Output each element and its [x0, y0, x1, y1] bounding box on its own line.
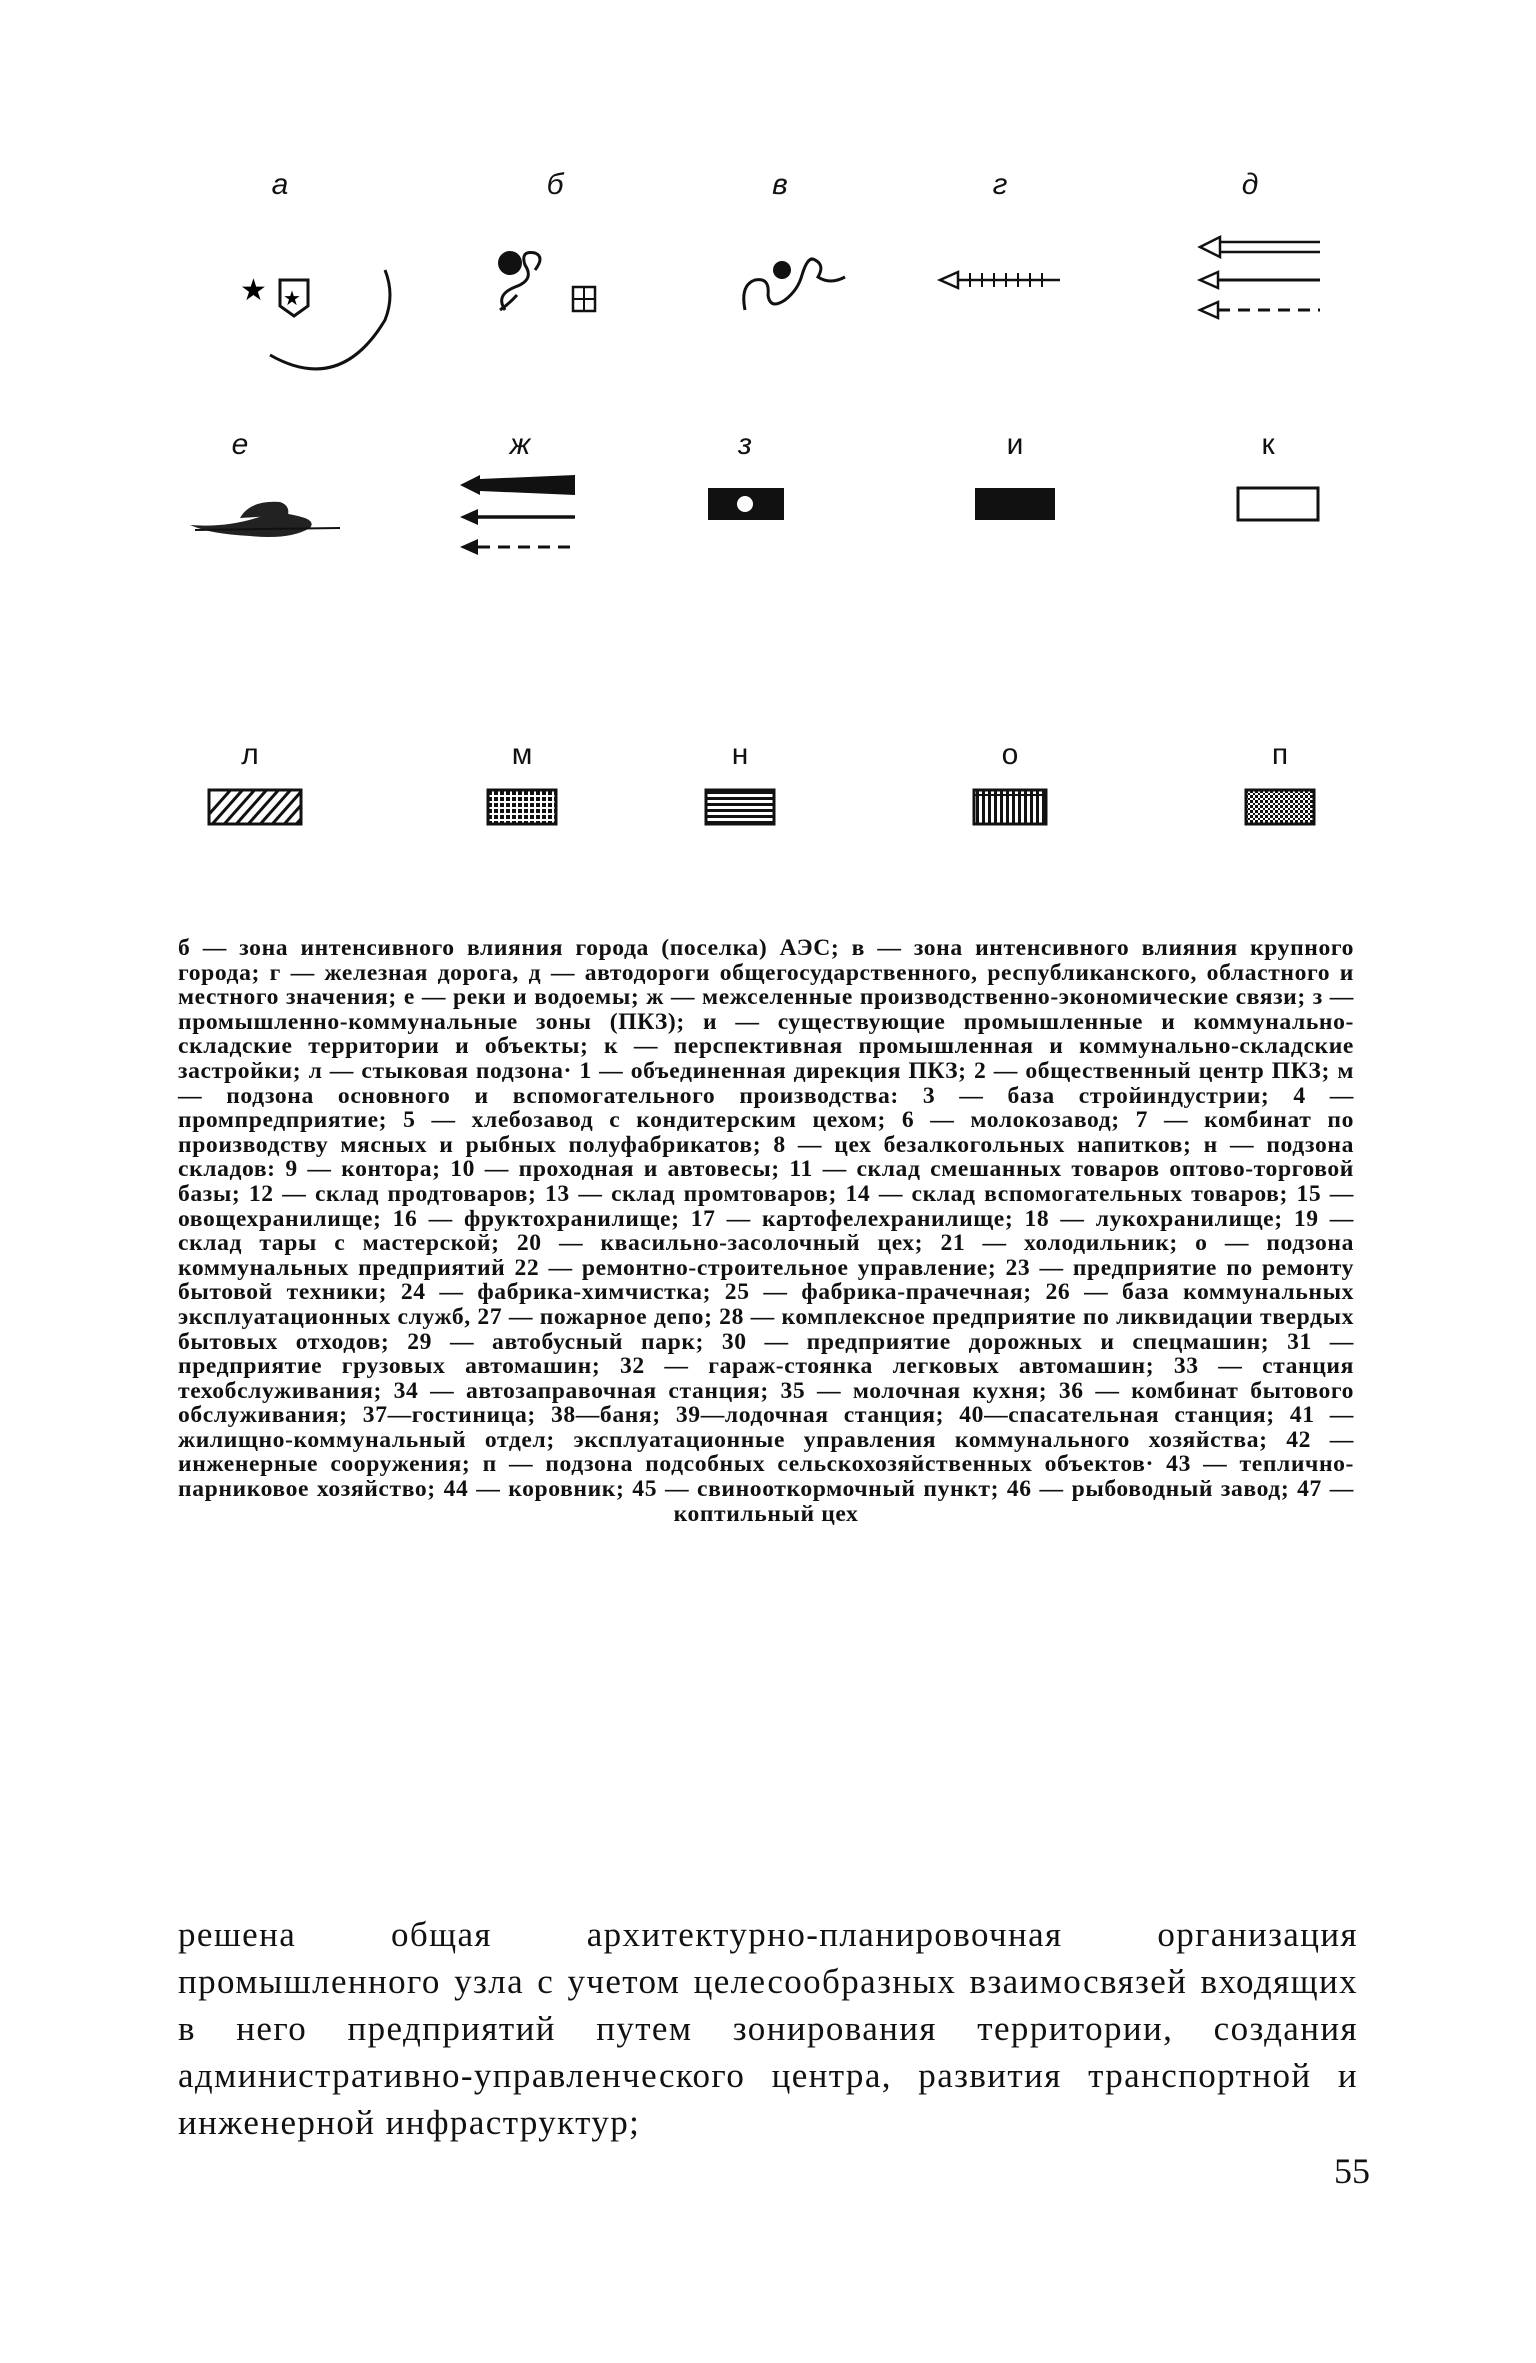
legend-item-m [422, 735, 622, 775]
legend-letter: л [241, 738, 259, 771]
legend-item-e [140, 425, 340, 465]
legend-letter: а [271, 168, 289, 201]
horizontal-hatch-icon [640, 785, 840, 829]
legend-item-k [1168, 425, 1368, 465]
page-number: 55 [1334, 2151, 1370, 2191]
legend-item-z [645, 425, 845, 465]
svg-text:★: ★ [240, 273, 267, 308]
legend-letter: м [511, 738, 533, 771]
vertical-hatch-icon [910, 785, 1110, 829]
svg-text:★: ★ [283, 286, 301, 310]
legend-item-g [900, 165, 1100, 205]
highway-arrows-icon [1180, 225, 1380, 325]
caption-text: б — зона интенсивного влияния города (поселка) АЭС; в — зона интенсивного влияния крупного города; г — железная дорога, д — автодороги общегосударственного, республиканского, областного и местного значения; е — реки и водоемы; ж — межселенные производственно-экономические связи; з — промышленно-коммунальные зоны (ПКЗ); и — существующие промышленные и коммунально-складские территории и объекты; к — перспективная промышленная и коммунально-складские застройки; л — стыковая подзона· 1 — объединенная дирекция ПКЗ; 2 — общественный центр ПКЗ; м — подзона основного и вспомогательного производства: 3 — база стройиндустрии; 4 — промпредприятие; 5 — хлебозавод с кондитерским цехом; 6 — молокозавод; 7 — комбинат по производству мясных и рыбных полуфабрикатов; 8 — цех безалкогольных напитков; н — подзона складов: 9 — контора; 10 — проходная и автовесы; 11 — склад смешанных товаров оптово-торговой базы; 12 — склад продтоваров; 13 — склад промтоваров; 14 — склад вспомогательных товаров; 15 — овощехранилище; 16 — фруктохранилище; 17 — картофелехранилище; 18 — лукохранилище; 19 — склад тары с мастерской; 20 — квасильно-засолочный цех; 21 — холодильник; о — подзона коммунальных предприятий 22 — ремонтно-строительное управление; 23 — предприятие по ремонту бытовой техники; 24 — фабрика-химчистка; 25 — фабрика-прачечная; 26 — база коммунальных эксплуатационных служб, 27 — пожарное депо; 28 — комплексное предприятие по ликвидации твердых бытовых отходов; 29 — автобусный парк; 30 — предприятие дорожных и спецмашин; 31 — предприятие грузовых автомашин; 32 — гараж-стоянка легковых автомашин; 33 — станция техобслуживания; 34 — автозаправочная станция; 35 — молочная кухня; 36 — комбинат бытового обслуживания; 37—гостиница; 38—баня; 39—лодочная станция; 40—спасательная станция; 41 — жилищно-коммунальный отдел; эксплуатационные управления коммунального хозяйства; 42 — инженерные сооружения; п — подзона подсобных сельскохозяйственных объектов· 43 — теплично-парниковое хозяйство; 44 — коровник; 45 — свинооткормочный пункт; 46 — рыбоводный завод; 47 — коптильный цех [178, 935, 1354, 1527]
legend-letter: е [231, 428, 249, 461]
legend-item-p [1180, 735, 1380, 775]
legend-letter: з [738, 428, 752, 461]
legend-item-i [915, 425, 1115, 465]
legend-letter: в [772, 168, 788, 201]
legend-item-o [910, 735, 1110, 775]
legend-letter: д [1241, 168, 1259, 201]
legend-letter: и [1006, 428, 1024, 461]
railway-icon [910, 260, 1110, 300]
legend-item-d [1150, 165, 1350, 205]
legend-letter: б [546, 168, 564, 201]
legend-letter: н [731, 738, 749, 771]
dotted-hatch-icon [422, 785, 622, 829]
water-body-icon [170, 470, 370, 550]
large-city-zone-icon [690, 215, 890, 325]
legend-letter: п [1271, 738, 1289, 771]
star-in-shield-icon [180, 225, 430, 385]
city-zone-icon [455, 215, 655, 325]
body-paragraph: решена общая архитектурно-планировочная организация промышленного узла с учетом целесообразных взаимосвязей входящих в него предприятий путем зонирования территории, создания административно-управленческого центра, развития транспортной и инженерной инфраструктур; [178, 1915, 1358, 2142]
legend-item-v [680, 165, 880, 205]
figure-caption [178, 936, 1354, 1526]
legend-letter: к [1261, 428, 1275, 461]
existing-territory-icon [915, 480, 1115, 530]
legend-item-zh [420, 425, 620, 465]
economic-links-arrows-icon [450, 465, 650, 565]
legend-letter: ж [509, 428, 531, 461]
diagonal-hatch-icon [155, 785, 355, 829]
legend-item-l [150, 735, 350, 775]
legend-letter: г [992, 168, 1008, 201]
perspective-development-icon [1178, 480, 1378, 530]
legend-item-n [640, 735, 840, 775]
legend-item-a [180, 165, 380, 205]
legend-letter: о [1001, 738, 1019, 771]
legend-item-b [455, 165, 655, 205]
industrial-zone-icon [645, 480, 845, 530]
crosshatch-icon [1180, 785, 1380, 829]
